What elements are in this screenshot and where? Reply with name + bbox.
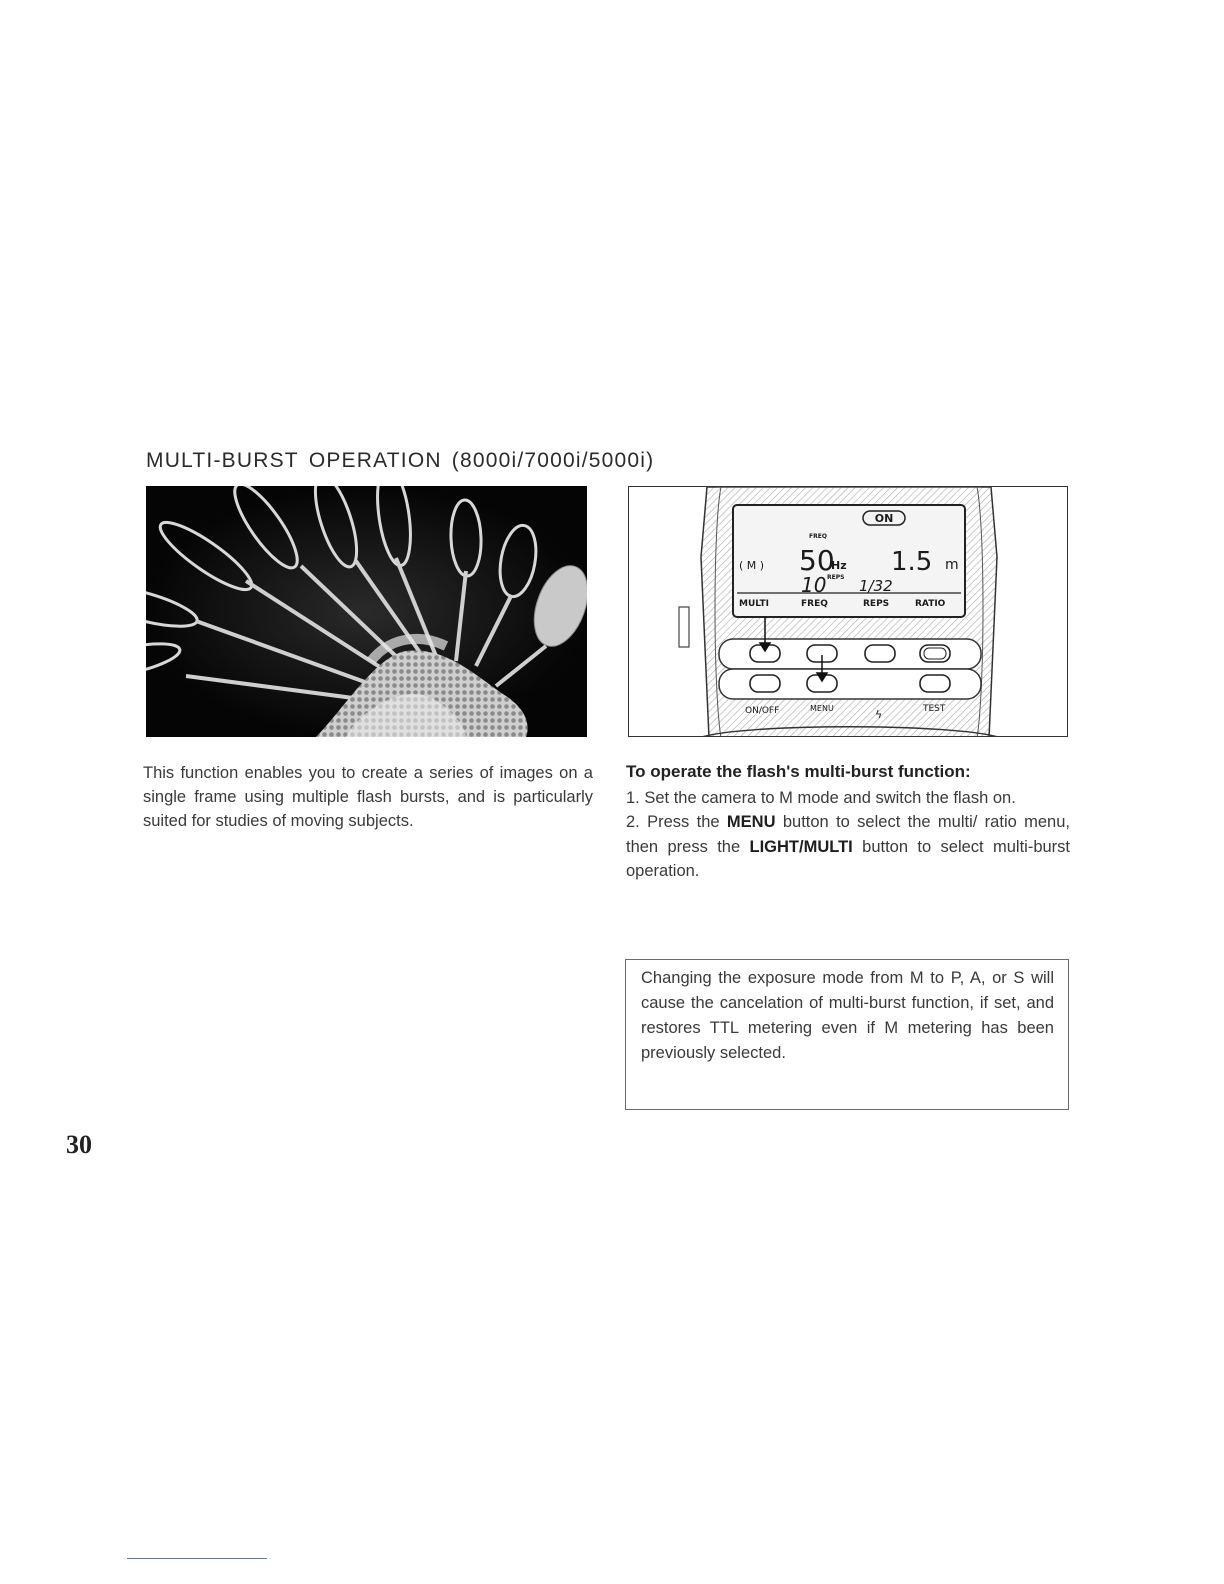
- distance-value: 1.5: [891, 547, 933, 577]
- step-2: [626, 810, 1070, 884]
- title-models: (8000i/7000i/5000i): [451, 449, 655, 472]
- distance-unit: m: [945, 557, 959, 573]
- instructions-title: To operate the flash's multi-burst function:: [626, 762, 971, 781]
- multi-burst-photo: [146, 486, 587, 737]
- reps-button[interactable]: [865, 645, 895, 662]
- menu-button-name: MENU: [726, 813, 776, 831]
- step-1: 1. Set the camera to M mode and switch the flash on.: [626, 788, 1016, 807]
- title-part-1: MULTI-BURST: [146, 449, 299, 472]
- lcd-menu-ratio: RATIO: [915, 599, 946, 609]
- on-off-button[interactable]: [750, 675, 780, 692]
- freq-small-label: FREQ: [809, 533, 827, 540]
- instructions-block: [626, 760, 1070, 884]
- note-text: Changing the exposure mode from M to P, A, or S will cause the cancelation of multi-burst function, if set, and restores TTL metering even if M metering has been previously selected.: [641, 969, 1054, 1062]
- note-box: [625, 959, 1069, 1110]
- test-label: TEST: [923, 704, 946, 714]
- frequency-value: 50: [799, 544, 835, 577]
- page-number: 30: [66, 1130, 92, 1159]
- test-button[interactable]: [920, 675, 950, 692]
- ratio-value: 1/32: [859, 577, 893, 595]
- step-2-text-a: 2. Press the: [626, 813, 727, 831]
- flash-bolt-icon: ϟ: [875, 708, 883, 721]
- page-title: [146, 449, 654, 473]
- on-label: ON: [874, 512, 894, 525]
- reps-value: 10: [801, 573, 827, 597]
- footer-divider: [127, 1558, 267, 1559]
- flash-display-illustration: [628, 486, 1068, 737]
- light-multi-button-name: LIGHT/MULTI: [749, 837, 853, 856]
- step-2-text-b: button to select the multi/ ratio menu, then press the: [626, 813, 1070, 856]
- frequency-unit: Hz: [831, 559, 847, 572]
- tennis-racket-icon: [146, 486, 587, 737]
- menu-label: MENU: [810, 704, 834, 713]
- reps-small-label: REPS: [827, 574, 845, 581]
- on-off-label: ON/OFF: [745, 706, 780, 716]
- lcd-menu-multi: MULTI: [739, 599, 769, 609]
- intro-paragraph: This function enables you to create a series of images on a single frame using multiple flash bursts, and is particularly suited for studies of moving subjects.: [143, 764, 593, 830]
- lcd-menu-freq: FREQ: [801, 599, 828, 609]
- mode-readout: ( M ): [739, 559, 765, 572]
- step-2-text-c: button to select multi-burst operation.: [626, 837, 1071, 880]
- title-part-2: OPERATION: [308, 449, 442, 472]
- lcd-menu-reps: REPS: [863, 599, 890, 609]
